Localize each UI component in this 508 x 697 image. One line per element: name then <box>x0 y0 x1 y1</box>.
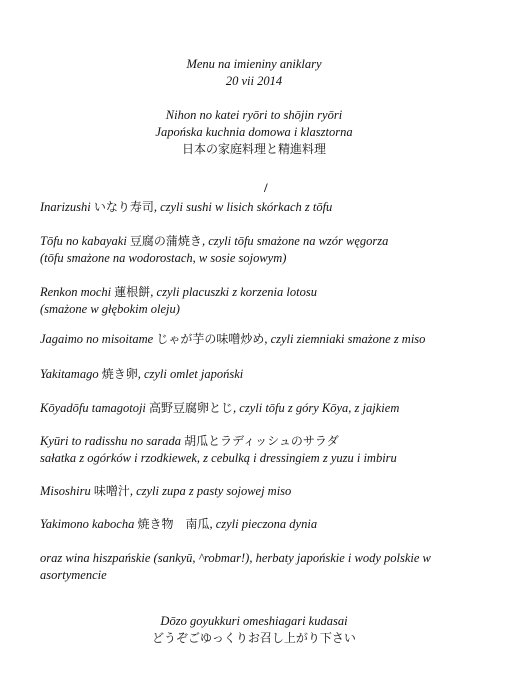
item-japanese: 豆腐の蒲焼き <box>129 234 202 248</box>
item-description: , czyli ziemniaki smażone z miso <box>264 332 426 346</box>
menu-item-misoshiru <box>40 483 291 500</box>
item-name: Yakitamago <box>40 367 99 381</box>
subtitle-polish: Japońska kuchnia domowa i klasztorna <box>155 125 353 139</box>
item-description: , czyli tōfu smażone na wzór węgorza <box>201 234 389 248</box>
item-description: , czyli sushi w lisich skórkach z tōfu <box>153 200 333 214</box>
item-name: Kyūri to radisshu no sarada <box>40 434 181 448</box>
item-detail: (smażone w głębokim oleju) <box>40 302 180 316</box>
item-description: , czyli placuszki z korzenia lotosu <box>150 285 317 299</box>
item-japanese: 蓮根餅 <box>114 285 151 299</box>
item-detail: (tōfu smażone na wodorostach, w sosie sojowym) <box>40 251 287 265</box>
menu-title: Menu na imieniny aniklary <box>186 57 322 71</box>
item-description: , czyli zupa z pasty sojowej miso <box>129 484 292 498</box>
drinks-line-1: oraz wina hiszpańskie (sankyū, ^robmar!), herbaty japońskie i wody polskie w <box>40 551 431 565</box>
item-japanese: 味噌汁 <box>93 484 130 498</box>
footer-japanese: どうぞごゆっくりお召し上がり下さい <box>152 631 356 645</box>
item-japanese: いなり寿司 <box>93 200 154 214</box>
item-name: Inarizushi <box>40 200 91 214</box>
drinks-line-2: asortymencie <box>40 568 107 582</box>
item-name: Tōfu no kabayaki <box>40 234 127 248</box>
item-name: Jagaimo no misoitame <box>40 332 154 346</box>
item-japanese: 高野豆腐卵とじ <box>149 401 234 415</box>
menu-date: 20 vii 2014 <box>225 74 283 88</box>
item-description: , czyli omlet japoński <box>137 367 244 381</box>
item-name: Misoshiru <box>40 484 91 498</box>
subtitle-japanese: 日本の家庭料理と精進料理 <box>181 142 326 156</box>
subtitle-romaji: Nihon no katei ryōri to shōjin ryōri <box>165 108 343 122</box>
item-japanese: 焼き物 南瓜 <box>137 517 210 531</box>
drinks-note <box>40 550 431 584</box>
item-japanese: 胡瓜とラディッシュのサラダ <box>184 434 339 448</box>
menu-item-salad <box>40 433 397 467</box>
subtitle-block <box>0 107 508 158</box>
menu-item-jagaimo <box>40 331 425 348</box>
footer <box>0 613 508 647</box>
footer-romaji: Dōzo goyukkuri omeshiagari kudasai <box>160 614 348 628</box>
menu-item-koyadofu <box>40 400 399 417</box>
item-detail: sałatka z ogórków i rzodkiewek, z cebulką i dressingiem z yuzu i imbiru <box>40 451 397 465</box>
menu-item-tofu-kabayaki <box>40 233 388 267</box>
item-description: , czyli pieczona dynia <box>209 517 318 531</box>
menu-item-kabocha <box>40 516 317 533</box>
item-name: Yakimono kabocha <box>40 517 135 531</box>
header <box>0 56 508 90</box>
menu-item-renkon-mochi <box>40 284 317 318</box>
item-name: Kōyadōfu tamagotoji <box>40 401 146 415</box>
divider-mark: / <box>264 180 268 195</box>
menu-item-inarizushi <box>40 199 332 216</box>
item-name: Renkon mochi <box>40 285 112 299</box>
item-japanese: じゃが芋の味噌炒め <box>156 332 265 346</box>
item-japanese: 焼き卵 <box>101 367 138 381</box>
item-description: , czyli tōfu z góry Kōya, z jajkiem <box>233 401 400 415</box>
menu-item-yakitamago <box>40 366 243 383</box>
